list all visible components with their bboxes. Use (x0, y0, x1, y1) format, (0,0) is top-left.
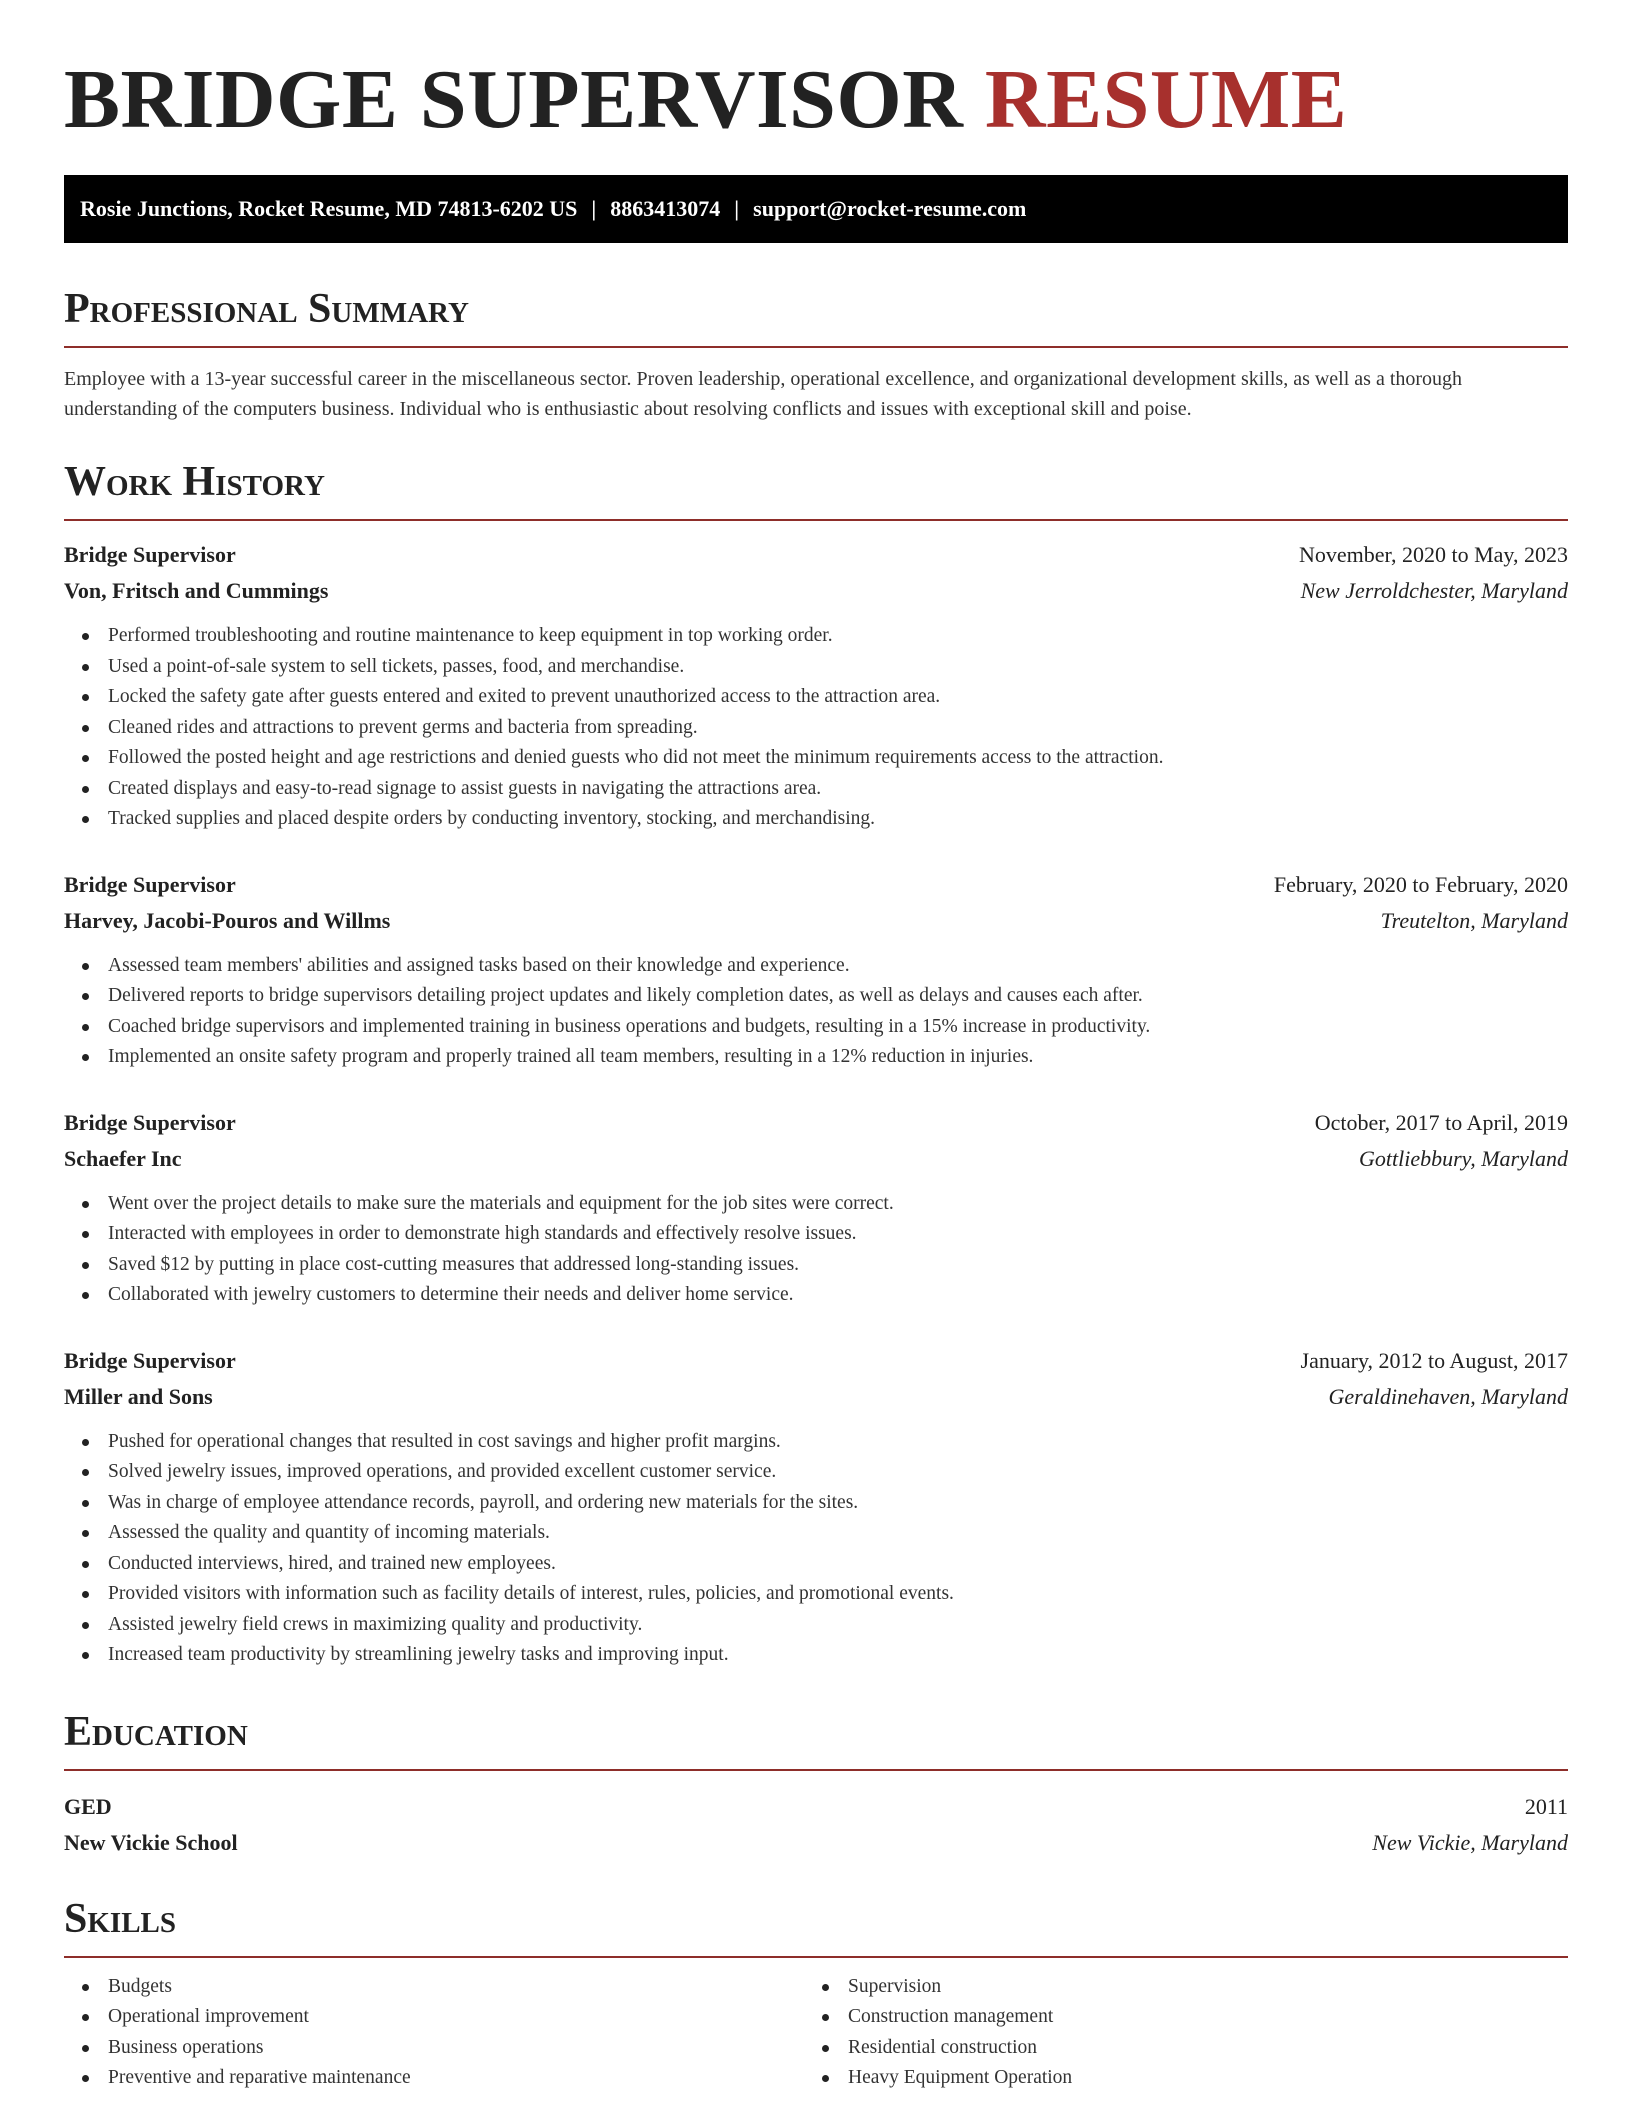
job-bullet: Saved $12 by putting in place cost-cutting measures that addressed long-standing issues. (64, 1250, 1568, 1281)
job-bullet: Pushed for operational changes that resulted in cost savings and higher profit margins. (64, 1427, 1568, 1458)
contact-email: support@rocket-resume.com (753, 196, 1027, 221)
job-bullet: Coached bridge supervisors and implemented training in business operations and budgets, resulting in a 15% increase in productivity. (64, 1012, 1568, 1043)
job-dates: November, 2020 to May, 2023 (1299, 542, 1568, 567)
job-entry (64, 537, 1568, 835)
skill-item: Residential construction (804, 2033, 1544, 2064)
resume-title-accent: RESUME (984, 53, 1348, 146)
skills-heading: Skills (64, 1898, 1568, 1958)
job-company: Miller and Sons (64, 1383, 213, 1409)
job-bullet: Assessed team members' abilities and assigned tasks based on their knowledge and experience. (64, 951, 1568, 982)
education-entry (64, 1789, 1568, 1861)
summary-text: Employee with a 13-year successful career in the miscellaneous sector. Proven leadership, operational excellence, and organizational development skills, as well as a thorough understanding of the computers business. Individual who is enthusiastic about resolving conflicts and issues with exceptional skill and poise. (64, 368, 1463, 420)
job-title: Bridge Supervisor (64, 871, 236, 897)
job-location: Geraldinehaven, Maryland (1328, 1383, 1568, 1409)
job-bullet: Assisted jewelry field crews in maximizing quality and productivity. (64, 1610, 1568, 1641)
contact-bar (64, 175, 1568, 243)
contact-address: Rosie Junctions, Rocket Resume, MD 74813-6202 US (80, 196, 578, 221)
job-bullet: Created displays and easy-to-read signage to assist guests in navigating the attractions area. (64, 774, 1568, 805)
resume-title-main: BRIDGE SUPERVISOR (64, 53, 964, 146)
education-year: 2011 (1524, 1793, 1568, 1819)
skills-list (64, 1972, 1568, 2094)
education-degree: GED (64, 1793, 112, 1819)
job-bullet: Was in charge of employee attendance records, payroll, and ordering new materials for the sites. (64, 1488, 1568, 1519)
job-bullet: Used a point-of-sale system to sell tickets, passes, food, and merchandise. (64, 652, 1568, 683)
contact-separator: | (591, 196, 597, 221)
job-entry (64, 867, 1568, 1073)
job-bullet: Implemented an onsite safety program and properly trained all team members, resulting in a 12% reduction in injuries. (64, 1042, 1568, 1073)
job-bullet: Followed the posted height and age restrictions and denied guests who did not meet the minimum requirements access to the attraction. (64, 743, 1568, 774)
job-entry (64, 1343, 1568, 1671)
skills-column-right (804, 1972, 1544, 2094)
job-bullet: Collaborated with jewelry customers to determine their needs and deliver home service. (64, 1280, 1568, 1311)
skill-item: Supervision (804, 1972, 1544, 2003)
job-bullet: Cleaned rides and attractions to prevent germs and bacteria from spreading. (64, 713, 1568, 744)
contact-separator: | (734, 196, 740, 221)
job-company: Harvey, Jacobi-Pouros and Willms (64, 907, 391, 933)
job-company: Von, Fritsch and Cummings (64, 578, 329, 603)
education-school: New Vickie School (64, 1829, 238, 1855)
job-dates: October, 2017 to April, 2019 (1314, 1109, 1568, 1135)
job-bullet: Provided visitors with information such as facility details of interest, rules, policies, and promotional events. (64, 1579, 1568, 1610)
job-title: Bridge Supervisor (64, 1347, 236, 1373)
skill-item: Construction management (804, 2002, 1544, 2033)
job-bullet: Solved jewelry issues, improved operations, and provided excellent customer service. (64, 1457, 1568, 1488)
job-bullet: Tracked supplies and placed despite orders by conducting inventory, stocking, and merchandising. (64, 804, 1568, 835)
job-bullet: Assessed the quality and quantity of incoming materials. (64, 1518, 1568, 1549)
resume-title (64, 53, 1568, 146)
resume-page (64, 0, 1568, 2094)
job-bullets (64, 621, 1568, 835)
job-dates: January, 2012 to August, 2017 (1300, 1347, 1568, 1373)
job-location: Gottliebbury, Maryland (1359, 1145, 1568, 1171)
job-location: New Jerroldchester, Maryland (1300, 578, 1568, 603)
job-dates: February, 2020 to February, 2020 (1273, 871, 1568, 897)
job-bullets (64, 951, 1568, 1073)
job-bullet: Interacted with employees in order to demonstrate high standards and effectively resolve issues. (64, 1219, 1568, 1250)
job-bullets (64, 1427, 1568, 1671)
job-title: Bridge Supervisor (64, 542, 236, 567)
education-location: New Vickie, Maryland (1372, 1829, 1568, 1855)
job-company: Schaefer Inc (64, 1145, 182, 1171)
skills-column-left (64, 1972, 804, 2094)
job-bullet: Increased team productivity by streamlining jewelry tasks and improving input. (64, 1640, 1568, 1671)
job-bullet: Conducted interviews, hired, and trained new employees. (64, 1549, 1568, 1580)
job-bullet: Locked the safety gate after guests entered and exited to prevent unauthorized access to the attraction area. (64, 682, 1568, 713)
skill-item: Heavy Equipment Operation (804, 2063, 1544, 2094)
skill-item: Operational improvement (64, 2002, 804, 2033)
education-heading: Education (64, 1711, 1568, 1771)
skill-item: Preventive and reparative maintenance (64, 2063, 804, 2094)
job-location: Treutelton, Maryland (1380, 907, 1568, 933)
skill-item: Business operations (64, 2033, 804, 2064)
skill-item: Budgets (64, 1972, 804, 2003)
job-bullet: Went over the project details to make sure the materials and equipment for the job sites were correct. (64, 1189, 1568, 1220)
summary-heading: Professional Summary (64, 288, 1568, 348)
contact-phone: 8863413074 (610, 196, 721, 221)
job-bullets (64, 1189, 1568, 1311)
job-title: Bridge Supervisor (64, 1109, 236, 1135)
job-bullet: Delivered reports to bridge supervisors detailing project updates and likely completion dates, as well as delays and causes each after. (64, 981, 1568, 1012)
work-history-heading: Work History (64, 461, 1568, 521)
job-entry (64, 1105, 1568, 1311)
job-bullet: Performed troubleshooting and routine maintenance to keep equipment in top working order. (64, 621, 1568, 652)
